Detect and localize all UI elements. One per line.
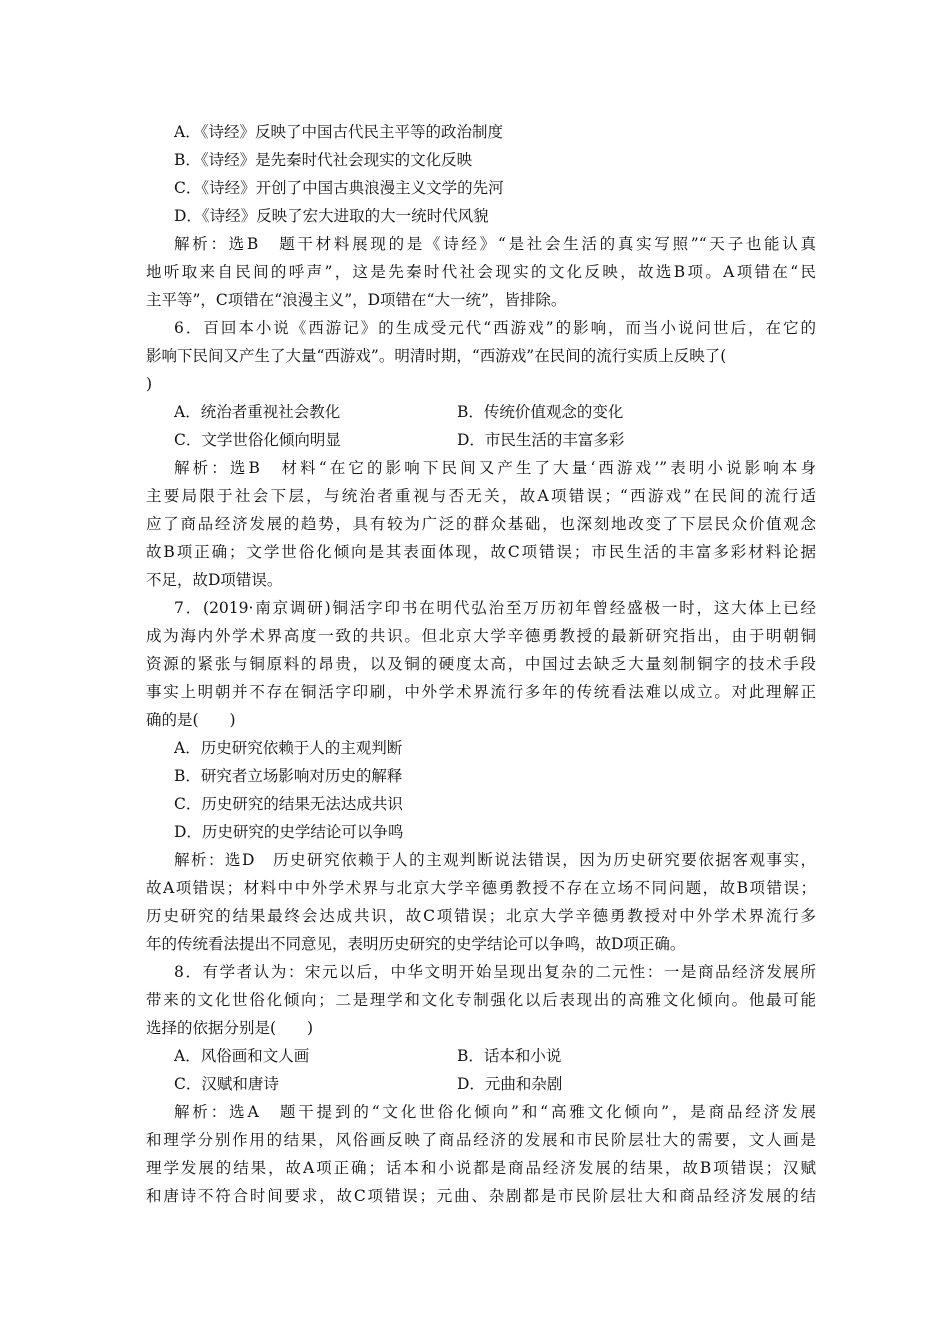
question-stem-line: 7．(2019·南京调研)铜活字印书在明代弘治至万历初年曾经盛极一时，这大体上已经: [174, 599, 816, 617]
question-stem-line: 选择的依据分别是( ): [146, 1019, 314, 1037]
analysis-line: 故A项错误；材料中中外学术界与北京大学辛德勇教授不存在立场不同问题，故B项错误；: [146, 879, 816, 897]
analysis-line: 主要局限于社会下层，与统治者重视与否无关，故A项错误；“西游戏”在民间的流行适: [146, 487, 816, 505]
question-stem-line: 6．百回本小说《西游记》的生成受元代“西游戏”的影响，而当小说问世后，在它的: [174, 319, 816, 337]
option-d: D．元曲和杂剧: [457, 1075, 563, 1093]
analysis-line: 解析：选B 材料“在它的影响下民间又产生了大量‘西游戏’”表明小说影响本身: [174, 459, 816, 477]
analysis-line: 历史研究的结果最终会达成共识，故C项错误；北京大学辛德勇教授对中外学术界流行多: [146, 907, 816, 925]
analysis-line: 应了商品经济发展的趋势，具有较为广泛的群众基础，也深刻地改变了下层民众价值观念: [146, 515, 816, 533]
question-6: [146, 314, 816, 594]
analysis-line: 理学发展的结果，故A项正确；话本和小说都是商品经济发展的结果，故B项错误；汉赋: [146, 1159, 816, 1177]
option-c: C．历史研究的结果无法达成共识: [174, 795, 403, 813]
option-c: C．文学世俗化倾向明显: [174, 431, 341, 449]
option-b: B．传统价值观念的变化: [457, 403, 624, 421]
analysis-line: 年的传统看法提出不同意见，表明历史研究的史学结论可以争鸣，故D项正确。: [146, 935, 686, 953]
document-page: [146, 118, 816, 1210]
analysis-line: 地听取来自民间的呼声”，这是先秦时代社会现实的文化反映，故选B项。A项错在“民: [146, 263, 816, 281]
option-d: D．市民生活的丰富多彩: [457, 431, 625, 449]
option-a: A．统治者重视社会教化: [174, 403, 341, 421]
analysis-line: 解析：选A 题干提到的“文化世俗化倾向”和“高雅文化倾向”，是商品经济发展: [174, 1103, 816, 1121]
option-c: C．汉赋和唐诗: [174, 1075, 279, 1093]
analysis-line: 解析：选D 历史研究依赖于人的主观判断说法错误，因为历史研究要依据客观事实，: [174, 851, 816, 869]
analysis-line: 故B项正确；文学世俗化倾向是其表面体现，故C项错误；市民生活的丰富多彩材料论据: [146, 543, 816, 561]
analysis-line: 和唐诗不符合时间要求，故C项错误；元曲、杂剧都是市民阶层壮大和商品经济发展的结: [146, 1187, 816, 1205]
analysis-line: 和理学分别作用的结果，风俗画反映了商品经济的发展和市民阶层壮大的需要，文人画是: [146, 1131, 816, 1149]
option-a: A．历史研究依赖于人的主观判断: [174, 739, 403, 757]
option-d: D．《诗经》反映了宏大进取的大一统时代风貌: [174, 207, 489, 225]
analysis-line: 主平等”，C项错在“浪漫主义”，D项错在“大一统”，皆排除。: [146, 291, 567, 309]
option-a: A．《诗经》反映了中国古代民主平等的政治制度: [174, 123, 503, 141]
option-d: D．历史研究的史学结论可以争鸣: [174, 823, 404, 841]
question-stem-line: 确的是( ): [146, 711, 236, 729]
question-stem-line: ): [146, 375, 153, 393]
question-stem-line: 成为海内外学术界高度一致的共识。但北京大学辛德勇教授的最新研究指出，由于明朝铜: [146, 627, 816, 645]
option-b: B．话本和小说: [457, 1047, 562, 1065]
question-stem-line: 影响下民间又产生了大量“西游戏”。明清时期，“西游戏”在民间的流行实质上反映了(: [146, 347, 727, 365]
question-8: [146, 958, 816, 1210]
question-stem-line: 带来的文化世俗化倾向；二是理学和文化专制强化以后表现出的高雅文化倾向。他最可能: [146, 991, 816, 1009]
option-b: B．《诗经》是先秦时代社会现实的文化反映: [174, 151, 473, 169]
option-a: A．风俗画和文人画: [174, 1047, 310, 1065]
analysis-line: 不足，故D项错误。: [146, 571, 283, 589]
question-5: [146, 118, 816, 314]
option-b: B．研究者立场影响对历史的解释: [174, 767, 403, 785]
question-stem-line: 资源的紧张与铜原料的昂贵，以及铜的硬度太高，中国过去缺乏大量刻制铜字的技术手段: [146, 655, 816, 673]
question-stem-line: 事实上明朝并不存在铜活字印刷，中外学术界流行多年的传统看法难以成立。对此理解正: [146, 683, 816, 701]
option-c: C．《诗经》开创了中国古典浪漫主义文学的先河: [174, 179, 504, 197]
question-stem-line: 8．有学者认为：宋元以后，中华文明开始呈现出复杂的二元性：一是商品经济发展所: [174, 963, 816, 981]
analysis-line: 解析：选B 题干材料展现的是《诗经》“是社会生活的真实写照”“天子也能认真: [174, 235, 816, 253]
question-7: [146, 594, 816, 958]
